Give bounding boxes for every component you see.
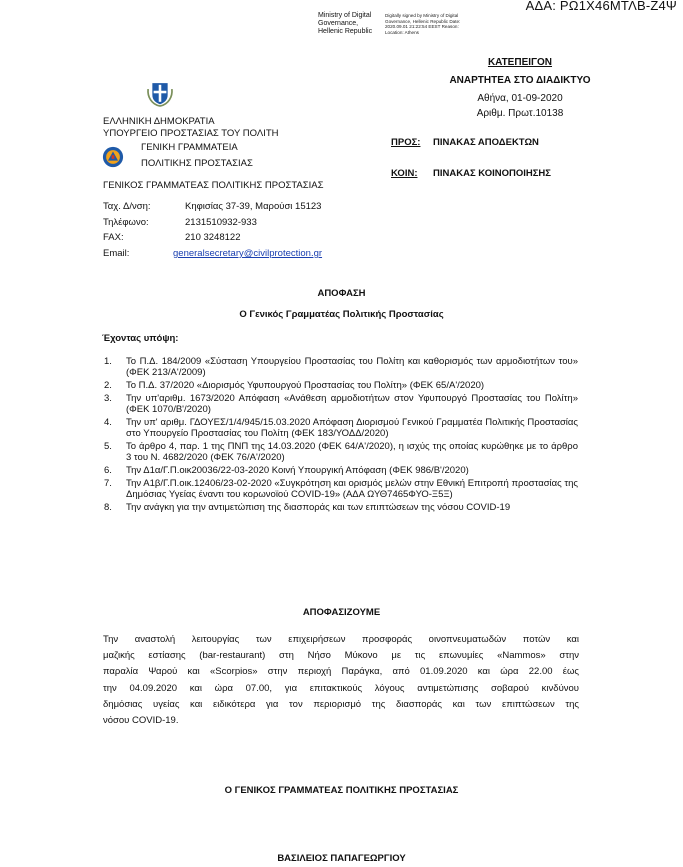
address-label: Ταχ. Δ/νση: <box>103 201 151 212</box>
email-label: Email: <box>103 248 130 259</box>
decision-subtitle: Ο Γενικός Γραμματέας Πολιτικής Προστασίας <box>239 309 444 320</box>
sender-line-republic: ΕΛΛΗΝΙΚΗ ΔΗΜΟΚΡΑΤΙΑ <box>103 116 215 127</box>
considering-heading: Έχοντας υπόψη: <box>102 333 179 344</box>
document-date: Αθήνα, 01-09-2020 <box>477 93 563 104</box>
civil-protection-logo-icon <box>102 146 124 168</box>
protocol-number: Αριθμ. Πρωτ.10138 <box>476 108 564 119</box>
decision-paragraph: Την αναστολή λειτουργίας των επιχειρήσεων προσφοράς οινοπνευματωδών ποτών και μαζικής εστίασης (bar-restaurant) στη Νήσο Μύκονο με τις επωνυμίες «Nammos» στην παραλία Ψαρού και «Scorpios» στην περιοχή Παράγκα, από 01.09.2020 και ώρα 22.00 έως την 04.09.2020 και ώρα 07.00, για επιτακτικούς λόγους αντιμετώπισης σοβαρού κινδύνου δημόσιας υγείας και ειδικότερα για τον περιορισμό της διασποράς και των επιπτώσεων της νόσου COVID-19. <box>103 634 579 727</box>
sender-line-secretary-general: ΓΕΝΙΚΟΣ ΓΡΑΜΜΑΤΕΑΣ ΠΟΛΙΤΙΚΗΣ ΠΡΟΣΤΑΣΙΑΣ <box>103 180 324 191</box>
address-value: Κηφισίας 37-39, Μαρούσι 15123 <box>185 201 322 212</box>
list-item: 4. Την υπ' αριθμ. ΓΔΟΥΕΣ/1/4/945/15.03.2020 Απόφαση Διορισμού Γενικού Γραμματέα Πολιτικής Προστασίας στο Υπουργείο Προστασίας του Πολίτη (ΦΕΚ 183/ΥΟΔΔ/2020) <box>104 417 578 439</box>
posting-label: ΑΝΑΡΤΗΤΕΑ ΣΤΟ ΔΙΑΔΙΚΤΥΟ <box>449 75 591 86</box>
list-item: 6. Την Δ1α/Γ.Π.οικ20036/22-03-2020 Κοινή Υπουργική Απόφαση (ΦΕΚ 986/Β'/2020) <box>104 465 469 476</box>
list-item: 1. Το Π.Δ. 184/2009 «Σύσταση Υπουργείου Προστασίας του Πολίτη και καθορισμός των αρμοδιοτήτων του» (ΦΕΚ 213/Α'/2009) <box>104 356 578 378</box>
decision-title: ΑΠΟΦΑΣΗ <box>317 288 366 299</box>
list-item: 2. Το Π.Δ. 37/2020 «Διορισμός Υφυπουργού Προστασίας του Πολίτη» (ΦΕΚ 65/Α'/2020) <box>104 380 485 391</box>
digital-signature-details: Digitally signed by Ministry of Digital Governance, Hellenic Republic Date: 2020.09.01 21:22:54 EEST Reason: Location: Athens <box>385 13 461 35</box>
sender-line-secretariat: ΓΕΝΙΚΗ ΓΡΑΜΜΑΤΕΙΑ <box>141 142 238 153</box>
sender-line-ministry: ΥΠΟΥΡΓΕΙΟ ΠΡΟΣΤΑΣΙΑΣ ΤΟΥ ΠΟΛΙΤΗ <box>103 128 279 139</box>
phone-label: Τηλέφωνο: <box>103 217 149 228</box>
signatory-name: ΒΑΣΙΛΕΙΟΣ ΠΑΠΑΓΕΩΡΓΙΟΥ <box>277 853 406 864</box>
cc-label: ΚΟΙΝ: <box>391 168 418 179</box>
list-item: 7. Την Α1β/Γ.Π.οικ.12406/23-02-2020 «Συγκρότηση και ορισμός μελών στην Εθνική Επιτροπή προστασίας της Δημόσιας Υγείας έναντι του κορωνοϊού COVID-19» (ΑΔΑ ΩΥΘ7465ΦΥΟ-Ξ5Ξ) <box>104 478 578 500</box>
digital-signature-signer: Ministry of Digital Governance, Hellenic Republic <box>318 12 373 35</box>
list-item: 8. Την ανάγκη για την αντιμετώπιση της διασποράς και των επιπτώσεων της νόσου COVID-19 <box>104 502 511 513</box>
considerations-list <box>104 356 578 515</box>
urgent-label: ΚΑΤΕΠΕΙΓΟΝ <box>487 57 553 68</box>
cc-value: ΠΙΝΑΚΑΣ ΚΟΙΝΟΠΟΙΗΣΗΣ <box>433 168 551 179</box>
fax-label: FAX: <box>103 232 124 243</box>
signatory-title: Ο ΓΕΝΙΚΟΣ ΓΡΑΜΜΑΤΕΑΣ ΠΟΛΙΤΙΚΗΣ ΠΡΟΣΤΑΣΙΑΣ <box>224 785 459 796</box>
to-value: ΠΙΝΑΚΑΣ ΑΠΟΔΕΚΤΩΝ <box>433 137 539 148</box>
we-decide-heading: ΑΠΟΦΑΣΙΖΟΥΜΕ <box>302 607 381 618</box>
phone-value: 2131510932-933 <box>185 217 257 228</box>
hellenic-emblem-icon <box>143 78 177 112</box>
fax-value: 210 3248122 <box>185 232 241 243</box>
email-link[interactable]: generalsecretary@civilprotection.gr <box>173 248 323 259</box>
ada-code: ΑΔΑ: ΡΩ1Χ46ΜΤΛΒ-Ζ4Ψ <box>525 0 677 13</box>
list-item: 5. Το άρθρο 4, παρ. 1 της ΠΝΠ της 14.03.2020 (ΦΕΚ 64/Α'/2020), η ισχύς της οποίας κυρώθηκε με το άρθρο 3 του Ν. 4682/2020 (ΦΕΚ 76/Α'/2020) <box>104 441 578 463</box>
sender-line-civil-protection: ΠΟΛΙΤΙΚΗΣ ΠΡΟΣΤΑΣΙΑΣ <box>141 158 253 169</box>
to-label: ΠΡΟΣ: <box>391 137 421 148</box>
list-item: 3. Την υπ'αριθμ. 1673/2020 Απόφαση «Ανάθεση αρμοδιοτήτων στον Υφυπουργό Προστασίας του Πολίτη» (ΦΕΚ 1070/Β'/2020) <box>104 393 578 415</box>
